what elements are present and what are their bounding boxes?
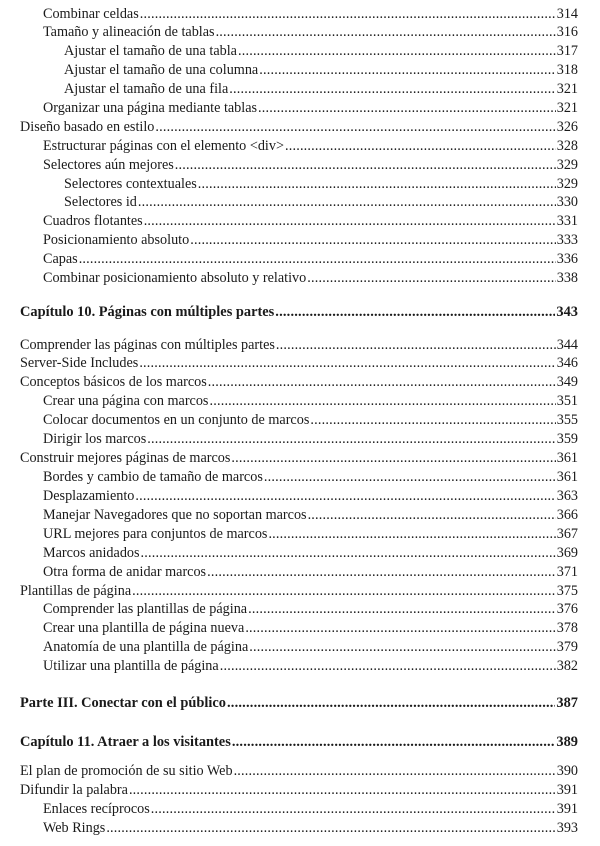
toc-entry-page: 344 bbox=[556, 337, 578, 353]
dot-leader bbox=[139, 354, 555, 372]
toc-entry bbox=[20, 582, 578, 600]
toc-entry bbox=[20, 118, 578, 136]
dot-leader bbox=[259, 61, 555, 79]
toc-entry-page: 331 bbox=[556, 213, 578, 229]
toc-entry bbox=[43, 231, 578, 249]
dot-leader bbox=[264, 468, 556, 486]
dot-leader bbox=[275, 303, 555, 321]
toc-entry-page: 371 bbox=[556, 564, 578, 580]
dot-leader bbox=[229, 80, 555, 98]
toc-entry-title: Cuadros flotantes bbox=[43, 213, 143, 229]
toc-entry-page: 359 bbox=[556, 431, 578, 447]
chapter-heading-title: Capítulo 10. Páginas con múltiples partes bbox=[20, 304, 275, 320]
toc-entry-title: Ajustar el tamaño de una tabla bbox=[64, 43, 237, 59]
toc-entry bbox=[64, 61, 578, 79]
toc-entry bbox=[43, 800, 578, 818]
dot-leader bbox=[238, 42, 556, 60]
toc-entry-title: Tamaño y alineación de tablas bbox=[43, 24, 215, 40]
toc-entry-title: Enlaces recíprocos bbox=[43, 801, 150, 817]
toc-entry bbox=[64, 42, 578, 60]
dot-leader bbox=[106, 819, 555, 837]
toc-entry bbox=[43, 269, 578, 287]
dot-leader bbox=[79, 250, 556, 268]
toc-entry bbox=[43, 544, 578, 562]
dot-leader bbox=[129, 781, 556, 799]
toc-entry-page: 361 bbox=[556, 450, 578, 466]
toc-entry-title: Anatomía de una plantilla de página bbox=[43, 639, 249, 655]
toc-entry-page: 391 bbox=[556, 782, 578, 798]
dot-leader bbox=[190, 231, 556, 249]
toc-entry bbox=[43, 468, 578, 486]
toc-entry-page: 351 bbox=[556, 393, 578, 409]
toc-entry-title: Crear una página con marcos bbox=[43, 393, 209, 409]
toc-entry bbox=[43, 411, 578, 429]
toc-entry bbox=[43, 430, 578, 448]
toc-entry-page: 378 bbox=[556, 620, 578, 636]
dot-leader bbox=[208, 373, 556, 391]
dot-leader bbox=[132, 582, 556, 600]
toc-entry-title: Combinar posicionamiento absoluto y relativo bbox=[43, 270, 307, 286]
toc-entry-title: Capas bbox=[43, 251, 78, 267]
dot-leader bbox=[245, 619, 555, 637]
toc-entry-title: Selectores id bbox=[64, 194, 137, 210]
dot-leader bbox=[155, 118, 555, 136]
toc-entry-page: 330 bbox=[556, 194, 578, 210]
dot-leader bbox=[227, 694, 555, 712]
toc-entry-title: Dirigir los marcos bbox=[43, 431, 147, 447]
toc-entry-page: 329 bbox=[556, 176, 578, 192]
toc-entry bbox=[43, 392, 578, 410]
chapter-heading bbox=[20, 733, 578, 751]
dot-leader bbox=[276, 336, 556, 354]
toc-entry bbox=[43, 250, 578, 268]
toc-entry-page: 382 bbox=[556, 658, 578, 674]
dot-leader bbox=[249, 638, 555, 656]
toc-entry bbox=[43, 525, 578, 543]
toc-entry bbox=[43, 600, 578, 618]
toc-entry-title: Ajustar el tamaño de una fila bbox=[64, 81, 229, 97]
toc-entry-title: Difundir la palabra bbox=[20, 782, 128, 798]
dot-leader bbox=[248, 600, 556, 618]
dot-leader bbox=[135, 487, 555, 505]
toc-entry bbox=[43, 506, 578, 524]
toc-entry-title: El plan de promoción de su sitio Web bbox=[20, 763, 233, 779]
dot-leader bbox=[285, 137, 556, 155]
toc-entry bbox=[20, 449, 578, 467]
chapter-heading bbox=[20, 303, 578, 321]
toc-entry bbox=[43, 819, 578, 837]
toc-entry bbox=[43, 638, 578, 656]
toc-entry-page: 318 bbox=[556, 62, 578, 78]
toc-entry-title: Otra forma de anidar marcos bbox=[43, 564, 207, 580]
toc-entry-page: 314 bbox=[556, 6, 578, 22]
toc-entry bbox=[64, 193, 578, 211]
chapter-heading-page: 389 bbox=[556, 734, 578, 750]
toc-entry-title: Comprender las plantillas de página bbox=[43, 601, 248, 617]
toc-entry-title: Plantillas de página bbox=[20, 583, 132, 599]
dot-leader bbox=[141, 544, 556, 562]
toc-entry bbox=[43, 563, 578, 581]
dot-leader bbox=[209, 392, 555, 410]
toc-entry-page: 321 bbox=[556, 81, 578, 97]
toc-entry-title: Combinar celdas bbox=[43, 6, 139, 22]
toc-entry-title: Web Rings bbox=[43, 820, 106, 836]
toc-entry-title: Bordes y cambio de tamaño de marcos bbox=[43, 469, 263, 485]
toc-entry bbox=[43, 212, 578, 230]
toc-entry-page: 363 bbox=[556, 488, 578, 504]
dot-leader bbox=[220, 657, 556, 675]
toc-entry-page: 361 bbox=[556, 469, 578, 485]
toc-entry-page: 375 bbox=[556, 583, 578, 599]
part-heading-page: 387 bbox=[556, 695, 578, 711]
dot-leader bbox=[232, 733, 556, 751]
dot-leader bbox=[307, 269, 556, 287]
toc-entry-title: Utilizar una plantilla de página bbox=[43, 658, 219, 674]
toc-entry-title: Server-Side Includes bbox=[20, 355, 139, 371]
toc-entry-title: Selectores aún mejores bbox=[43, 157, 174, 173]
dot-leader bbox=[198, 175, 556, 193]
toc-entry-title: Selectores contextuales bbox=[64, 176, 197, 192]
dot-leader bbox=[216, 23, 556, 41]
toc-entry-title: Ajustar el tamaño de una columna bbox=[64, 62, 259, 78]
dot-leader bbox=[138, 193, 556, 211]
toc-entry-page: 336 bbox=[556, 251, 578, 267]
dot-leader bbox=[258, 99, 556, 117]
dot-leader bbox=[231, 449, 555, 467]
toc-entry bbox=[43, 487, 578, 505]
chapter-heading-title: Capítulo 11. Atraer a los visitantes bbox=[20, 734, 231, 750]
toc-entry-page: 333 bbox=[556, 232, 578, 248]
toc-entry bbox=[20, 373, 578, 391]
toc-entry-page: 376 bbox=[556, 601, 578, 617]
dot-leader bbox=[308, 506, 556, 524]
toc-entry-page: 367 bbox=[556, 526, 578, 542]
toc-entry-page: 329 bbox=[556, 157, 578, 173]
toc-entry-page: 317 bbox=[556, 43, 578, 59]
toc-entry-title: Organizar una página mediante tablas bbox=[43, 100, 258, 116]
chapter-heading-page: 343 bbox=[556, 304, 578, 320]
toc-entry bbox=[20, 781, 578, 799]
toc-entry-title: Construir mejores páginas de marcos bbox=[20, 450, 231, 466]
dot-leader bbox=[140, 5, 556, 23]
toc-entry bbox=[43, 156, 578, 174]
toc-entry bbox=[43, 5, 578, 23]
part-heading bbox=[20, 694, 578, 712]
dot-leader bbox=[310, 411, 555, 429]
toc-entry bbox=[43, 23, 578, 41]
toc-entry-page: 326 bbox=[556, 119, 578, 135]
toc-entry bbox=[64, 175, 578, 193]
toc-entry-page: 369 bbox=[556, 545, 578, 561]
toc-entry-page: 346 bbox=[556, 355, 578, 371]
dot-leader bbox=[175, 156, 556, 174]
dot-leader bbox=[207, 563, 556, 581]
toc-entry bbox=[43, 619, 578, 637]
toc-entry-title: URL mejores para conjuntos de marcos bbox=[43, 526, 268, 542]
toc-entry bbox=[43, 657, 578, 675]
toc-entry bbox=[64, 80, 578, 98]
toc-entry bbox=[20, 354, 578, 372]
toc-entry-page: 391 bbox=[556, 801, 578, 817]
toc-entry-page: 366 bbox=[556, 507, 578, 523]
toc-entry-page: 379 bbox=[556, 639, 578, 655]
dot-leader bbox=[268, 525, 555, 543]
toc-entry-title: Diseño basado en estilo bbox=[20, 119, 155, 135]
toc-entry-title: Comprender las páginas con múltiples partes bbox=[20, 337, 275, 353]
toc-entry-page: 390 bbox=[556, 763, 578, 779]
toc-entry bbox=[43, 99, 578, 117]
toc-entry-title: Estructurar páginas con el elemento <div> bbox=[43, 138, 284, 154]
toc-entry-page: 355 bbox=[556, 412, 578, 428]
toc-entry-page: 393 bbox=[556, 820, 578, 836]
toc-entry-title: Posicionamiento absoluto bbox=[43, 232, 190, 248]
dot-leader bbox=[151, 800, 556, 818]
toc-entry-page: 338 bbox=[556, 270, 578, 286]
toc-entry-title: Colocar documentos en un conjunto de marcos bbox=[43, 412, 310, 428]
toc-entry bbox=[43, 137, 578, 155]
toc-entry-page: 328 bbox=[556, 138, 578, 154]
toc-entry-title: Manejar Navegadores que no soportan marcos bbox=[43, 507, 307, 523]
dot-leader bbox=[234, 762, 556, 780]
toc-entry-page: 316 bbox=[556, 24, 578, 40]
toc-entry-title: Crear una plantilla de página nueva bbox=[43, 620, 245, 636]
toc-entry-page: 349 bbox=[556, 374, 578, 390]
dot-leader bbox=[147, 430, 555, 448]
toc-entry bbox=[20, 762, 578, 780]
toc-entry-title: Marcos anidados bbox=[43, 545, 140, 561]
toc-entry-title: Desplazamiento bbox=[43, 488, 135, 504]
toc-entry-page: 321 bbox=[556, 100, 578, 116]
toc-entry-title: Conceptos básicos de los marcos bbox=[20, 374, 207, 390]
dot-leader bbox=[144, 212, 556, 230]
part-heading-title: Parte III. Conectar con el público bbox=[20, 695, 226, 711]
toc-entry bbox=[20, 336, 578, 354]
